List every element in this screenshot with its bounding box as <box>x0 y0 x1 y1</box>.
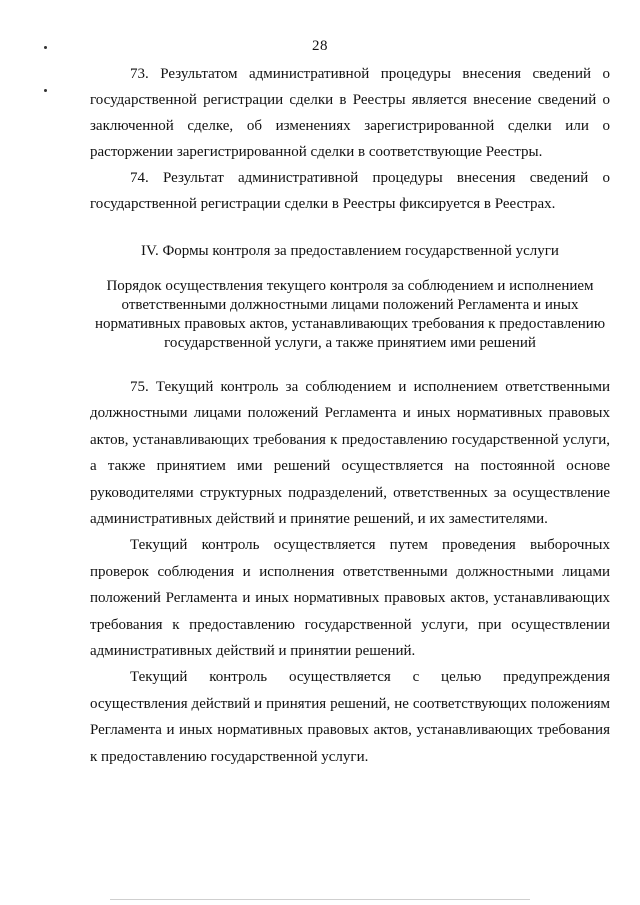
paragraph-75-third: Текущий контроль осуществляется с целью предупреждения осуществления действий и принятия решений, не соответствующих положениям Регламента и иных нормативных правовых актов, устанавливающих требования к предоставлению государственной услуги. <box>90 669 610 765</box>
section-title: IV. Формы контроля за предоставлением государственной услуги <box>141 243 559 259</box>
paragraph-73: 73. Результатом административной процедуры внесения сведений о государственной регистрации сделки в Реестры является внесение сведений о заключенной сделке, об изменениях зарегистрированной сделки или о расторжении зарегистрированной сделки в соответствующие Реестры. <box>90 66 610 160</box>
paragraph-group-73-74 <box>90 61 610 217</box>
paragraph-74: 74. Результат административной процедуры внесения сведений о государственной регистрации сделки в Реестры фиксируется в Реестрах. <box>90 170 610 212</box>
scan-speck <box>44 89 47 92</box>
paragraph-75: 75. Текущий контроль за соблюдением и исполнением ответственными должностными лицами положений Регламента и иных нормативных правовых актов, устанавливающих требования к предоставлению государственной услуги, а также принятием ими решений осуществляется на постоянной основе руководителями структурных подразделений, ответственных за осуществление административных действий и принятие решений, и их заместителями. <box>90 379 610 528</box>
page-number: 28 <box>312 38 328 54</box>
paragraph-75-second: Текущий контроль осуществляется путем проведения выборочных проверок соблюдения и исполнения ответственными должностными лицами положений Регламента и иных нормативных правовых актов, устанавливающих требования к предоставлению государственной услуги, при осуществлении административных действий и принятии решений. <box>90 537 610 660</box>
scan-edge-line <box>110 899 530 900</box>
subsection-title: Порядок осуществления текущего контроля за соблюдением и исполнением ответственными должностными лицами положений Регламента и иных нормативных правовых актов, устанавливающих требования к предоставлению государственной услуги, а также принятием ими решений <box>94 278 606 351</box>
paragraph-group-75 <box>90 374 610 770</box>
